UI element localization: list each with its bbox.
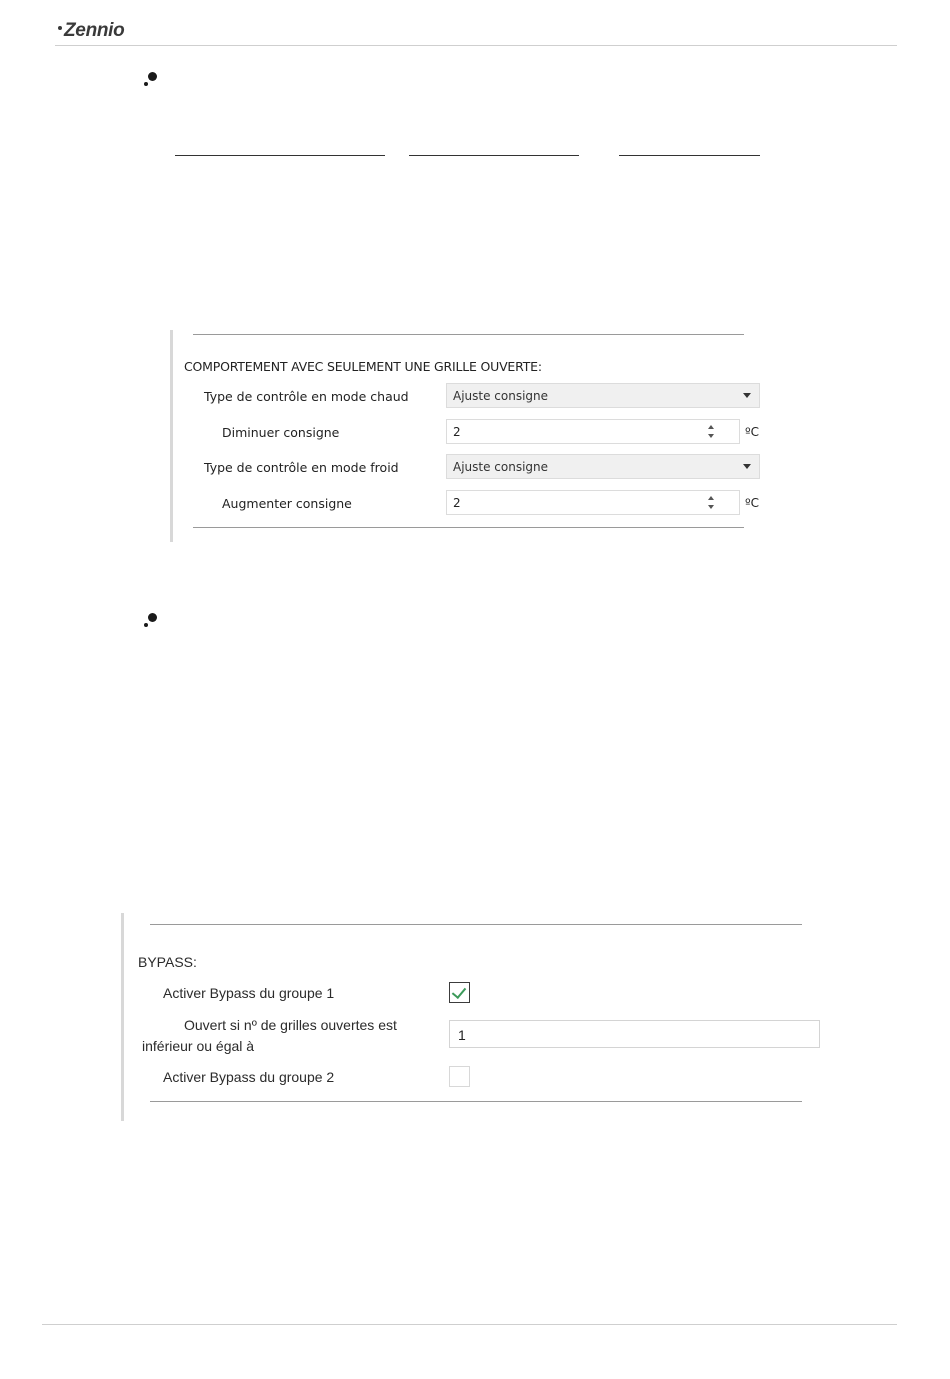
panel-top-rule — [150, 924, 802, 925]
cool-control-select[interactable]: Ajuste consigne — [446, 454, 760, 479]
header-divider — [55, 45, 897, 46]
dropdown-arrow-icon — [743, 393, 751, 398]
panel-left-bar — [170, 330, 173, 542]
increase-setpoint-spinbox[interactable]: 2 — [446, 490, 740, 515]
bullet-icon — [143, 71, 159, 87]
threshold-input[interactable]: 1 — [449, 1020, 820, 1048]
dropdown-arrow-icon — [743, 464, 751, 469]
bypass-group2-checkbox[interactable] — [449, 1066, 470, 1087]
underline-rule — [175, 155, 385, 156]
logo-dot-icon — [58, 26, 62, 30]
increase-setpoint-label: Augmenter consigne — [222, 496, 352, 511]
section-heading: COMPORTEMENT AVEC SEULEMENT UNE GRILLE OUVERTE: — [184, 359, 542, 374]
spin-down-icon[interactable] — [708, 505, 714, 509]
panel-top-rule — [193, 334, 744, 335]
threshold-label-line1: Ouvert si nº de grilles ouvertes est — [184, 1017, 397, 1033]
decrease-setpoint-label: Diminuer consigne — [222, 425, 340, 440]
panel-left-bar — [121, 913, 124, 1121]
bullet-icon — [143, 612, 159, 628]
bypass-group2-label: Activer Bypass du groupe 2 — [163, 1069, 335, 1085]
underline-rule — [619, 155, 760, 156]
underline-rule — [409, 155, 579, 156]
bypass-group1-label: Activer Bypass du groupe 1 — [163, 985, 335, 1001]
panel-bottom-rule — [193, 527, 744, 528]
bypass-heading: BYPASS: — [138, 954, 197, 970]
spin-up-icon[interactable] — [708, 425, 714, 429]
spin-up-icon[interactable] — [708, 496, 714, 500]
threshold-label-line2: inférieur ou égal à — [142, 1038, 255, 1054]
unit-label: ºC — [745, 496, 760, 510]
heat-control-label: Type de contrôle en mode chaud — [204, 389, 409, 404]
spin-down-icon[interactable] — [708, 434, 714, 438]
heat-control-select[interactable]: Ajuste consigne — [446, 383, 760, 408]
unit-label: ºC — [745, 425, 760, 439]
footer-divider — [42, 1324, 897, 1325]
zennio-logo: Zennio — [58, 20, 124, 42]
panel-bottom-rule — [150, 1101, 802, 1102]
bypass-group1-checkbox[interactable] — [449, 982, 470, 1003]
checkmark-icon — [452, 984, 466, 999]
decrease-setpoint-spinbox[interactable]: 2 — [446, 419, 740, 444]
cool-control-label: Type de contrôle en mode froid — [204, 460, 399, 475]
